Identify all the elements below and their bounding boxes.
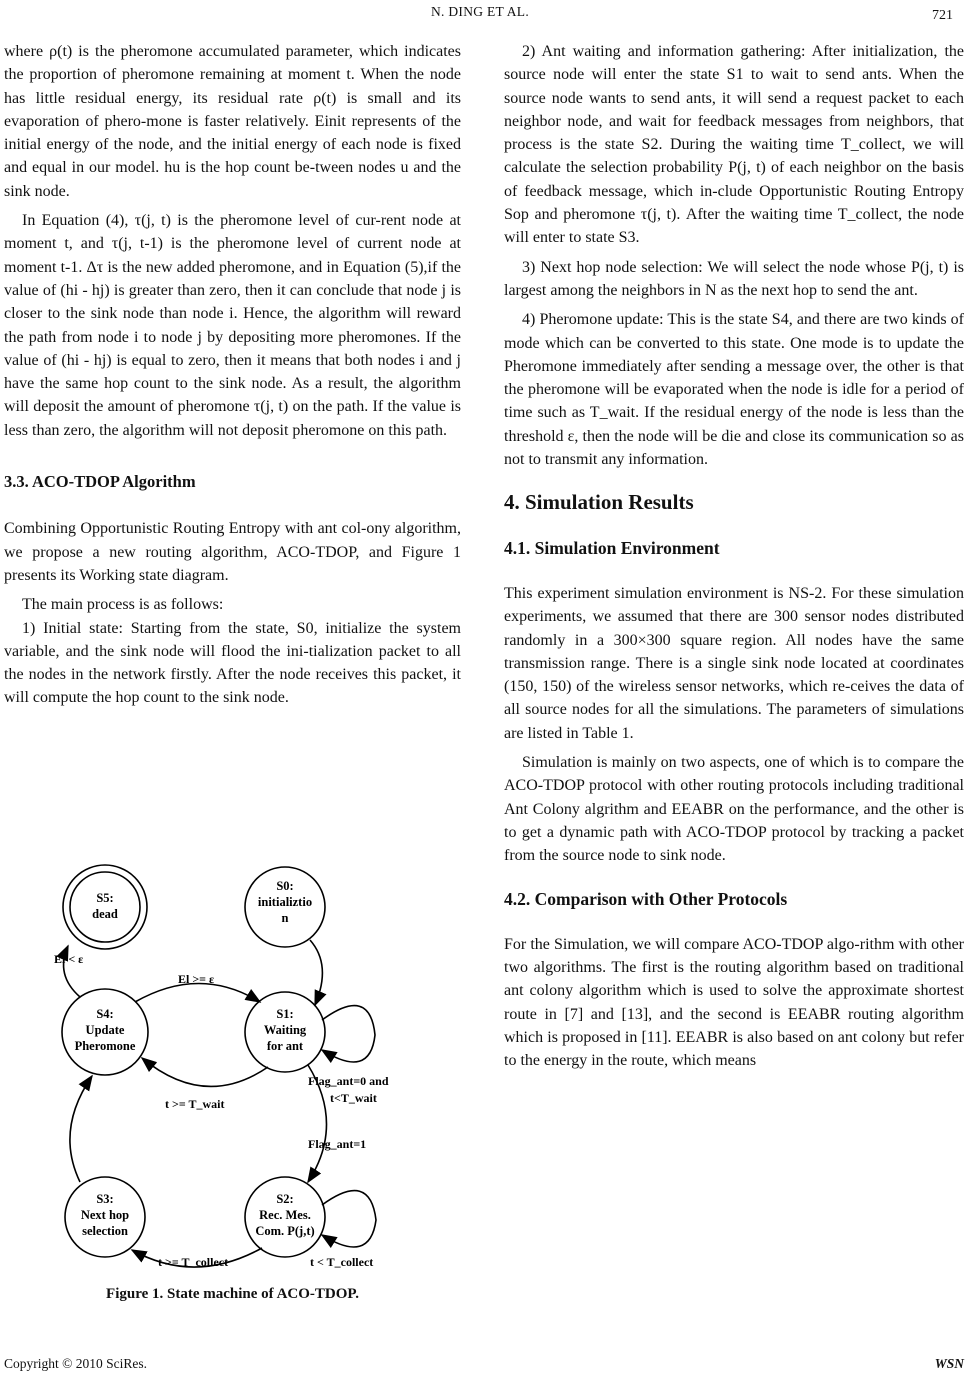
left-column bbox=[4, 40, 461, 716]
section-heading-4-1: 4.1. Simulation Environment bbox=[504, 537, 720, 558]
paragraph-pheromone-update: 4) Pheromone update: This is the state S4, and there are two kinds of mode which can be converted to this state. One mode is to update the Pheromone immediately after sending a message over, the other is that the pheromone will be evaporated when the node is idle for a period of time such as T_wait. If the residual energy of the node is less than the threshold ε, then the node will be die and close its communication so as not to transmit any information. bbox=[504, 311, 964, 469]
running-header bbox=[0, 4, 969, 26]
page-footer bbox=[4, 1356, 964, 1372]
paragraph-simulation-env: This experiment simulation environment is NS-2. For these simulation experiments, we assumed that there are 300 sensor nodes distributed randomly in a 300×300 square region. All nodes have the same transmission range. There is a single sink node located at coordinates (150, 150) of the wireless sensor networks, which re-ceives the data of all source nodes for all the simulations. The parameters of simulations are listed in Table 1. bbox=[504, 584, 964, 742]
edge-label-tcollect-ge: t >= T_collect bbox=[158, 1255, 229, 1269]
running-head: N. DING ET AL. bbox=[430, 4, 530, 19]
edge-label-flag1: Flag_ant=1 bbox=[308, 1137, 367, 1151]
edge-label-twait: t >= T_wait bbox=[165, 1097, 225, 1111]
s5-text: dead bbox=[92, 907, 118, 921]
s3-text-2: selection bbox=[82, 1224, 128, 1238]
section-heading-4-2: 4.2. Comparison with Other Protocols bbox=[504, 888, 788, 909]
edge-label-el-ge: El >= ε bbox=[178, 972, 215, 986]
paragraph-simulation-aspects: Simulation is mainly on two aspects, one of which is to compare the ACO-TDOP protocol with other routing protocols including traditional Ant Colony algrithm and EEABR on the performance, and the other is to get a dynamic path with ACO-TDOP protocol by tracking a packet from the source node to sink node. bbox=[504, 754, 964, 865]
section-heading-4: 4. Simulation Results bbox=[504, 490, 694, 515]
paragraph-pheromone-parameter: where ρ(t) is the pheromone accumulated parameter, which indicates the proportion of pheromone remaining at moment t. When the node has little residual energy, its residual rate ρ(t) is small and its evaporation of phero-mone is faster relatively. Einit represents of the initial energy of the node, and the initial energy of each node is fixed and equal in our model. hu is the hop count be-tween nodes u and the sink node. bbox=[4, 43, 461, 200]
s2-text-2: Com. P(j,t) bbox=[255, 1224, 315, 1238]
paragraph-comparison: For the Simulation, we will compare ACO-TDOP algo-rithm with other two algorithms. The first is the routing algorithm based on traditional ant colony algorithm which is used to solve the approximate shortest route in [7] and [13], and the second is EEABR routing algorithm which is proposed in [11]. EEABR is also based on ant colony but refer to the energy in the route, which means bbox=[504, 935, 964, 1070]
state-machine-figure bbox=[40, 860, 410, 1280]
s1-text-2: for ant bbox=[266, 1039, 304, 1053]
copyright-text: Copyright © 2010 SciRes. bbox=[4, 1356, 148, 1371]
s2-text-1: Rec. Mes. bbox=[259, 1208, 311, 1222]
edge-label-el-lt: El < ε bbox=[54, 952, 84, 966]
edge-label-flag0-1: Flag_ant=0 and bbox=[308, 1074, 389, 1088]
s0-text-1: initializtio bbox=[257, 895, 313, 909]
s5-label: S5: bbox=[96, 891, 114, 905]
s3-label: S3: bbox=[96, 1192, 114, 1206]
s1-label: S1: bbox=[276, 1007, 294, 1021]
right-column bbox=[504, 40, 964, 1079]
s4-label: S4: bbox=[96, 1007, 114, 1021]
journal-abbrev: WSN bbox=[934, 1356, 964, 1371]
s4-text-2: Pheromone bbox=[74, 1039, 136, 1053]
s0-label: S0: bbox=[276, 879, 294, 893]
paragraph-combining: Combining Opportunistic Routing Entropy with ant col-ony algorithm, we propose a new routing algorithm, ACO-TDOP, and Figure 1 presents its Working state diagram. bbox=[4, 520, 461, 584]
paragraph-next-hop: 3) Next hop node selection: We will select the node whose P(j, t) is largest among the neighbors in N as the next hop to send the ant. bbox=[504, 258, 964, 299]
s4-text-1: Update bbox=[85, 1023, 125, 1037]
edge-label-flag0-2: t<T_wait bbox=[330, 1091, 377, 1105]
s2-label: S2: bbox=[276, 1192, 294, 1206]
figure-caption: Figure 1. State machine of ACO-TDOP. bbox=[106, 1286, 359, 1302]
edge-label-tcollect-lt: t < T_collect bbox=[310, 1255, 374, 1269]
section-heading-3-3: 3.3. ACO-TDOP Algorithm bbox=[4, 472, 196, 492]
paragraph-equation-4: In Equation (4), τ(j, t) is the pheromone level of cur-rent node at moment t, and τ(j, t-1) is the pheromone level of current node at moment t-1. Δτ is the new added pheromone, and in Equation (5),if the value of (hi - hj) is greater than zero, then it can conclude that node j is closer to the sink node than node i. Hence, the algorithm will reward the path from node i to node j by depositing more pheromones. If the value of (hi - hj) is equal to zero, then it means that both nodes i and j have the same hop count to the sink node. As a result, the algorithm will deposit the amount of pheromone τ(j, t) on the path. If the value is less than zero, the algorithm will not deposit pheromone on this path. bbox=[4, 212, 461, 439]
s1-text-1: Waiting bbox=[263, 1023, 307, 1037]
s0-text-2: n bbox=[281, 911, 289, 925]
s3-text-1: Next hop bbox=[80, 1208, 130, 1222]
page-number: 721 bbox=[932, 8, 953, 23]
paragraph-main-process: The main process is as follows: bbox=[22, 596, 224, 614]
paragraph-initial-state: 1) Initial state: Starting from the state, S0, initialize the system variable, and the sink node will flood the ini-tialization packet to all the nodes in the network firstly. After the node receives this packet, it will compute the hop count to the sink node. bbox=[4, 619, 461, 707]
paragraph-ant-waiting: 2) Ant waiting and information gathering: After initialization, the source node will enter the state S1 to wait to send ants. When the source node wants to send ants, it will send a request packet to each neighbor node, and wait for feedback messages from neighbors, that process is the state S2. During the waiting time T_collect, we will calculate the selection probability P(j, t) of each neighbor on the basis of feedback message, which in-clude Opportunistic Routing Entropy Sop and pheromone τ(j, t). After the waiting time T_collect, the node will enter to state S3. bbox=[504, 43, 964, 247]
